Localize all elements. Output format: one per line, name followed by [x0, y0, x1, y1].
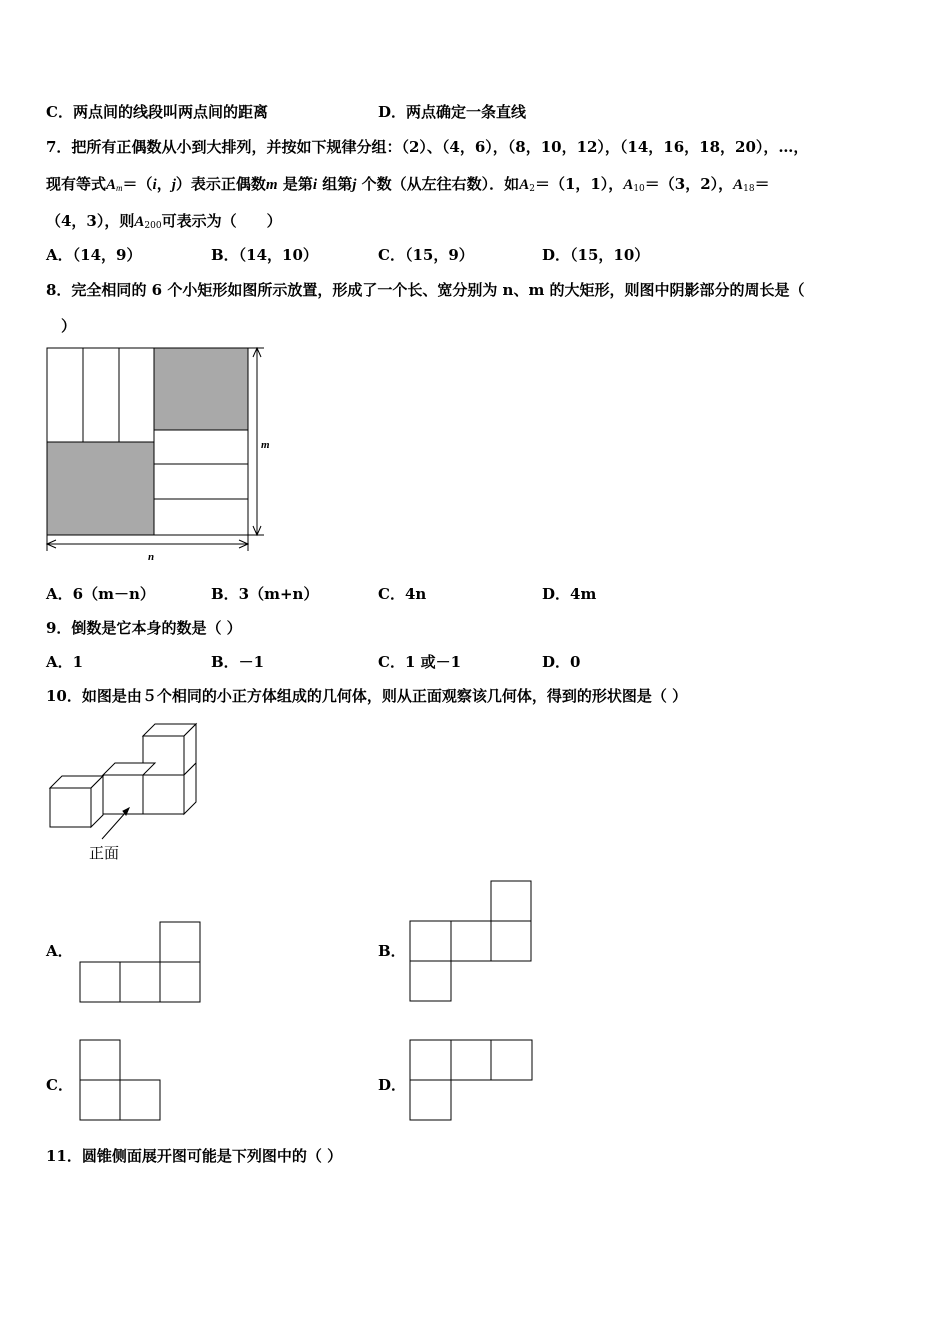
q10-stem: 10．如图是由５个相同的小正方体组成的几何体，则从正面观察该几何体，得到的形状图是（ ） — [46, 687, 688, 705]
q7-option-a: A．（14，9） — [46, 246, 142, 264]
q9-option-b: B．－1 — [211, 653, 265, 671]
shaded-rect-bottom-left — [47, 442, 154, 535]
q7-option-c: C．（15，9） — [378, 246, 474, 264]
q8-stem-line1: 8．完全相同的 6 个小矩形如图所示放置，形成了一个长、宽分别为 n、m 的大矩形，则图中阴影部分的周长是（ — [46, 281, 805, 299]
q10-front-label: 正面 — [89, 844, 120, 862]
q7-option-d: D．（15，10） — [542, 246, 650, 264]
q11-stem: 11．圆锥侧面展开图可能是下列图中的（ ） — [46, 1147, 343, 1165]
q10-cube-solid-figure — [46, 718, 202, 838]
q8-option-a: A．6（m－n） — [46, 585, 155, 603]
label-m: m — [261, 439, 270, 451]
label-n: n — [148, 551, 155, 563]
q7-stem-line1: 7．把所有正偶数从小到大排列，并按如下规律分组：（2）、（4，6），（8，10，12），（14，16，18，20），…， — [46, 138, 809, 156]
q6-option-d: D．两点确定一条直线 — [378, 103, 527, 121]
q8-stem-line2: ） — [46, 317, 77, 335]
q10-option-b-figure — [409, 880, 533, 1003]
q9-option-a: A．1 — [46, 653, 84, 671]
q10-option-c-label: C． — [46, 1076, 73, 1094]
q10-option-d-figure — [409, 1039, 534, 1122]
q8-rectangle-figure — [44, 345, 274, 563]
q9-option-d: D．0 — [542, 653, 581, 671]
q8-option-d: D．4m — [542, 585, 597, 603]
shaded-rect-top-right — [154, 348, 248, 430]
q10-option-b-label: B． — [378, 942, 406, 960]
q7-stem-line2: 现有等式$A_m=(i$，j）表示正偶数m 是第i 组第j 个数（从左往右数）．如$A_2=(1$，1），$A_{10}=(3$，2），$A_{18}=$ — [46, 175, 770, 194]
q9-stem: 9．倒数是它本身的数是（ ） — [46, 619, 242, 637]
q10-option-a-label: A． — [46, 942, 73, 960]
q7-stem-line3: （4，3），则$A_{200}$可表示为（ ） — [46, 212, 282, 231]
q8-option-b: B．3（m+n） — [211, 585, 319, 603]
q10-option-d-label: D． — [378, 1076, 407, 1094]
q10-option-c-figure — [79, 1039, 162, 1122]
q6-option-c: C．两点间的线段叫两点间的距离 — [46, 103, 268, 121]
q10-option-a-figure — [79, 921, 202, 1003]
q8-option-c: C．4n — [378, 585, 427, 603]
dimension-n-arrow — [47, 535, 248, 551]
q9-option-c: C．1 或－1 — [378, 653, 462, 671]
q7-option-b: B．（14，10） — [211, 246, 318, 264]
